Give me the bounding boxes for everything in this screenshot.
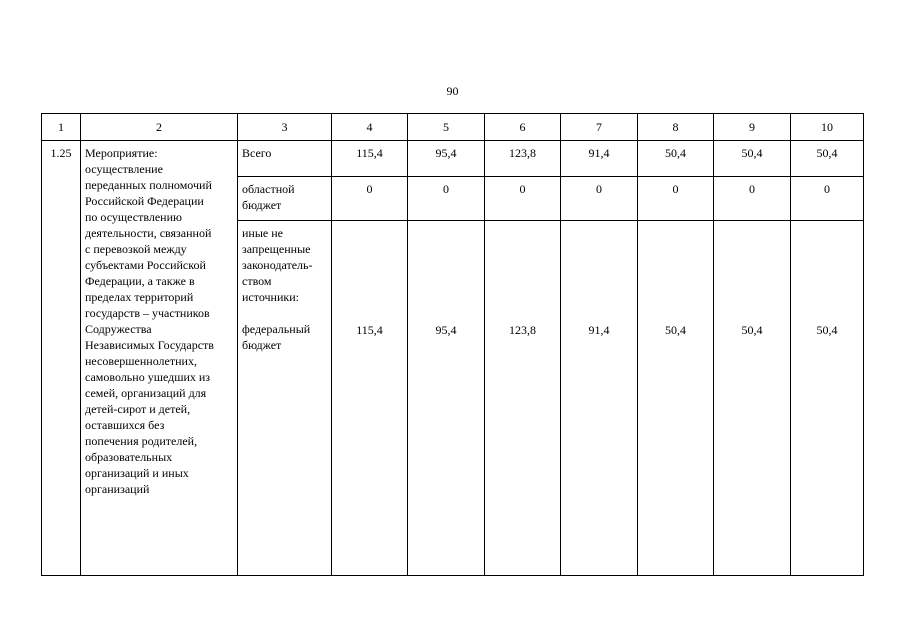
value-cell: 0 (638, 177, 714, 221)
funding-source-label: запрещенные (242, 242, 311, 256)
value-cell: 0 (791, 177, 864, 221)
value-cell (561, 221, 638, 576)
value-cell: 0 (714, 177, 791, 221)
description-line: Содружества (85, 322, 152, 336)
header-cell: 9 (714, 114, 791, 141)
funding-source-label: источники: (242, 290, 299, 304)
funding-source-label: Всего (242, 146, 272, 160)
description-line: попечения родителей, (85, 434, 198, 448)
value-text: 50,4 (665, 323, 686, 337)
funding-source-cell (238, 141, 332, 177)
value-cell (332, 221, 408, 576)
funding-source-label: бюджет (242, 338, 282, 352)
funding-source-label: иные не (242, 226, 283, 240)
page-number: 90 (446, 84, 459, 98)
value-cell: 0 (408, 177, 485, 221)
description-line: пределах территорий (85, 290, 194, 304)
funding-source-label: федеральный (242, 322, 311, 336)
description-line: Федерации, а также в (85, 274, 195, 288)
table-row-total (42, 141, 864, 177)
description-line: Независимых Государств (85, 338, 214, 352)
description-line: семей, организаций для (85, 386, 207, 400)
value-cell: 0 (485, 177, 561, 221)
value-text: 91,4 (588, 323, 610, 337)
value-cell (485, 221, 561, 576)
value-cell: 123,8 (485, 141, 561, 177)
value-cell (408, 221, 485, 576)
header-cell: 4 (332, 114, 408, 141)
funding-source-label: бюджет (242, 198, 282, 212)
value-cell: 95,4 (408, 141, 485, 177)
header-cell: 8 (638, 114, 714, 141)
description-line: государств – участников (85, 306, 210, 320)
value-text: 115,4 (356, 323, 383, 337)
column-number-row (42, 114, 864, 141)
value-cell: 0 (561, 177, 638, 221)
header-cell: 10 (791, 114, 864, 141)
description-line: образовательных (85, 450, 173, 464)
value-text: 123,8 (509, 323, 536, 337)
description-line: осуществление (85, 162, 163, 176)
value-text: 50,4 (816, 323, 838, 337)
description-line: организаций (85, 482, 150, 496)
budget-table (41, 113, 864, 576)
description-line: Мероприятие: (85, 146, 158, 160)
value-cell (638, 221, 714, 576)
header-cell: 6 (485, 114, 561, 141)
value-cell: 50,4 (638, 141, 714, 177)
value-cell (791, 221, 864, 576)
description-line: по осуществлению (85, 210, 182, 224)
header-cell: 5 (408, 114, 485, 141)
description-line: субъектами Российской (85, 258, 206, 272)
value-cell: 50,4 (714, 141, 791, 177)
description-line: Российской Федерации (85, 194, 204, 208)
description-line: переданных полномочий (85, 178, 212, 192)
value-cell: 91,4 (561, 141, 638, 177)
header-cell: 7 (561, 114, 638, 141)
value-text: 95,4 (435, 323, 457, 337)
value-cell (714, 221, 791, 576)
description-line: с перевозкой между (85, 242, 187, 256)
header-cell: 3 (238, 114, 332, 141)
funding-source-cell (238, 221, 332, 576)
description-line: несовершеннолетних, (85, 354, 197, 368)
item-code-cell: 1.25 (42, 141, 81, 576)
header-cell: 2 (81, 114, 238, 141)
description-line: деятельности, связанной (85, 226, 212, 240)
item-description-cell (81, 141, 238, 576)
value-text: 50,4 (741, 323, 763, 337)
value-cell: 50,4 (791, 141, 864, 177)
description-line: детей-сирот и детей, (85, 402, 191, 416)
header-cell: 1 (42, 114, 81, 141)
value-cell: 115,4 (332, 141, 408, 177)
funding-source-label: ством (242, 274, 272, 288)
description-line: оставшихся без (85, 418, 165, 432)
funding-source-label: областной (242, 182, 295, 196)
funding-source-label: законодатель- (242, 258, 313, 272)
funding-source-cell (238, 177, 332, 221)
description-line: организаций и иных (85, 466, 189, 480)
description-line: самовольно ушедших из (85, 370, 211, 384)
value-cell: 0 (332, 177, 408, 221)
